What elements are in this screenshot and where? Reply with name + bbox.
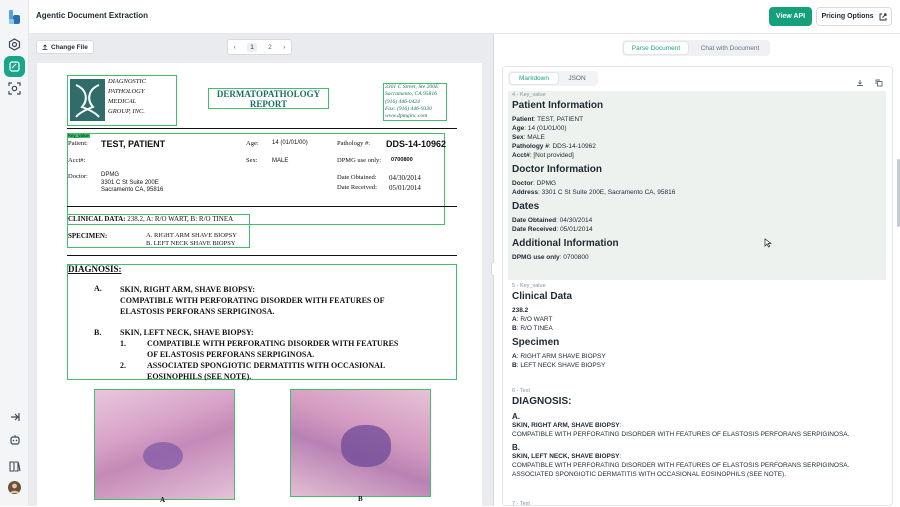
histology-image-a — [94, 389, 235, 500]
age-value: 14 (01/01/00) — [272, 140, 308, 146]
external-link-icon — [879, 13, 887, 21]
sex-value: MALE — [272, 158, 289, 164]
view-api-button[interactable]: View API — [769, 7, 812, 26]
top-bar — [29, 0, 900, 34]
section-heading: Patient Information — [512, 100, 604, 111]
histology-image-b — [290, 389, 431, 497]
extract-icon[interactable] — [4, 56, 25, 77]
diagnosis-label: DIAGNOSIS: — [68, 264, 122, 274]
settings-icon[interactable] — [7, 37, 22, 52]
received-label: Date Received: — [337, 184, 377, 191]
copy-icon[interactable] — [875, 74, 883, 82]
section-heading: Dates — [512, 201, 540, 212]
patient-label: Patient: — [68, 140, 88, 147]
chunk-5-key-value[interactable]: 5 - Key_value Clinical Data 238.2 A: R/O WART B: R/O TINEA Specimen A: RIGHT ARM SHAVE BIOPSY B: LEFT NECK SHAVE BIOPSY — [508, 282, 886, 385]
download-icon[interactable] — [856, 74, 864, 82]
pricing-label: Pricing Options — [821, 13, 874, 20]
diag-a-text: SKIN, RIGHT ARM, SHAVE BIOPSY: COMPATIBLE WITH PERFORATING DISORDER WITH FEATURES OF ELASTOSIS PERFORANS SERPIGINOSA. — [120, 285, 385, 316]
section-heading: DIAGNOSIS: — [512, 396, 572, 407]
bot-icon[interactable] — [7, 432, 22, 447]
nav-rail — [0, 0, 29, 506]
chunk-tag: Key_value — [68, 133, 90, 138]
sex-label: Sex: — [246, 157, 258, 164]
chunk-tag: 7 - Text — [512, 501, 530, 507]
change-file-button[interactable] — [36, 40, 94, 54]
prev-page-icon[interactable]: ‹ — [233, 43, 236, 51]
markdown-output — [508, 91, 886, 507]
diag-b2-text: ASSOCIATED SPONGIOTIC DERMATITIS WITH OCCASIONAL EOSINOPHILS (SEE NOTE). — [147, 361, 386, 381]
image-a-caption: A — [160, 496, 166, 504]
avatar-icon[interactable] — [8, 481, 21, 494]
landing-logo-icon[interactable] — [7, 9, 22, 24]
chunk-tag: 6 - Text — [512, 388, 530, 394]
collapse-icon[interactable] — [7, 409, 22, 424]
rule — [67, 206, 457, 207]
patient-value: TEST, PATIENT — [101, 139, 166, 149]
dpmg-value: 0700800 — [391, 157, 413, 163]
dpmg-label: DPMG use only: — [337, 157, 382, 164]
received-value: 05/01/2014 — [389, 184, 421, 192]
section-heading: Specimen — [512, 337, 560, 348]
diag-b1-marker: 1. — [120, 339, 126, 348]
lab-address: 3301 C Street, Ste 200E Sacramento, CA 95816 (916) 446-0424 Fax: (916) 446-9330 www.dpmginc.com — [385, 84, 439, 120]
mouse-cursor-icon — [764, 238, 772, 248]
rule — [67, 128, 457, 129]
clinical-value: 238.2, A: R/O WART, B: R/O TINEA — [127, 215, 234, 223]
logo-text: DIAGNOSTIC PATHOLOGY MEDICAL GROUP, INC. — [108, 78, 146, 115]
library-icon[interactable] — [7, 458, 22, 473]
pathology-value: DDS-14-10962 — [386, 139, 447, 149]
chunk-tag: 4 - Key_value — [512, 92, 546, 98]
page-pager — [227, 39, 292, 55]
page-2-button[interactable]: 2 — [268, 43, 272, 51]
chunk-tag: 5 - Key_value — [512, 283, 546, 289]
specimen-value: A. RIGHT ARM SHAVE BIOPSY B. LEFT NECK SHAVE BIOPSY — [146, 232, 237, 247]
acct-label: Acct#: — [68, 157, 86, 164]
section-heading: Additional Information — [512, 238, 619, 249]
tab-chat-with-document[interactable]: Chat with Document — [700, 44, 760, 52]
clinical-label: CLINICAL DATA: — [68, 215, 126, 223]
doctor-label: Doctor: — [68, 173, 88, 180]
obtained-label: Date Obtained: — [337, 174, 377, 181]
results-panel — [494, 34, 900, 506]
chunk-6-text[interactable]: 6 - Text DIAGNOSIS: A. SKIN, RIGHT ARM, SHAVE BIOPSY: COMPATIBLE WITH PERFORATING DISORDER WITH FEATURES OF ELASTOSIS PERFORANS SERPIGINOSA. B. SKIN, LEFT NECK, SHAVE BIOPSY: COMPATIBLE WITH PERFORATING DISORDER WITH FEATURES OF ELASTOSIS PERFORANS SERPIGINOSA. ASSOCIATED SPONGIOTIC DERMATITIS WITH OCCASIONAL EOSINOPHILS (SEE NOTE). — [508, 387, 886, 497]
image-b-caption: B — [358, 495, 363, 503]
diag-b-marker: B. — [94, 328, 102, 337]
document-viewer — [29, 34, 493, 506]
dpmg-logo-icon — [70, 79, 105, 121]
document-page — [37, 63, 482, 506]
rule — [67, 255, 457, 256]
app-title: Agentic Document Extraction — [36, 11, 149, 20]
format-tabs — [508, 71, 598, 86]
age-label: Age: — [246, 140, 259, 147]
diag-a-marker: A. — [94, 284, 102, 293]
page-1-button[interactable]: 1 — [247, 43, 257, 52]
change-file-label: Change File — [51, 43, 88, 51]
vision-icon[interactable] — [7, 81, 22, 96]
doctor-value: DPMG 3301 C St Suite 200E Sacramento CA, 95816 — [101, 172, 164, 193]
diag-b1-text: COMPATIBLE WITH PERFORATING DISORDER WITH FEATURES OF ELASTOSIS PERFORANS SERPIGINOSA. — [147, 339, 399, 359]
tab-json[interactable]: JSON — [568, 75, 586, 82]
section-heading: Doctor Information — [512, 164, 602, 175]
mode-tabs — [622, 40, 770, 56]
next-page-icon[interactable]: › — [283, 43, 286, 51]
diag-b-heading: SKIN, LEFT NECK, SHAVE BIOPSY: — [120, 328, 254, 337]
tab-parse-document[interactable]: Parse Document — [624, 42, 688, 54]
diag-b2-marker: 2. — [120, 361, 126, 370]
output-card — [502, 66, 893, 506]
specimen-label: SPECIMEN: — [68, 232, 108, 240]
section-heading: Clinical Data — [512, 291, 573, 302]
chunk-4-key-value[interactable]: 4 - Key_value Patient Information Patient: TEST, PATIENT Age: 14 (01/01/00) Sex: MALE Pathology #: DDS-14-10962 Acct#: [Not provided] Doctor Information Doctor: DPMG Address: 3301 C St Suite 200E, Sacramento CA, 95816 Dates Date Obtained: 04/30/2014 Date Received: 05/01/2014 Additional Information DPMG use only: 0700800 — [508, 91, 886, 280]
pathology-label: Pathology #: — [337, 140, 371, 147]
report-title: DERMATOPATHOLOGY REPORT — [216, 89, 321, 109]
pricing-options-button[interactable] — [816, 7, 892, 26]
obtained-value: 04/30/2014 — [389, 174, 421, 182]
tab-markdown[interactable]: Markdown — [510, 73, 558, 84]
upload-icon — [42, 44, 48, 50]
